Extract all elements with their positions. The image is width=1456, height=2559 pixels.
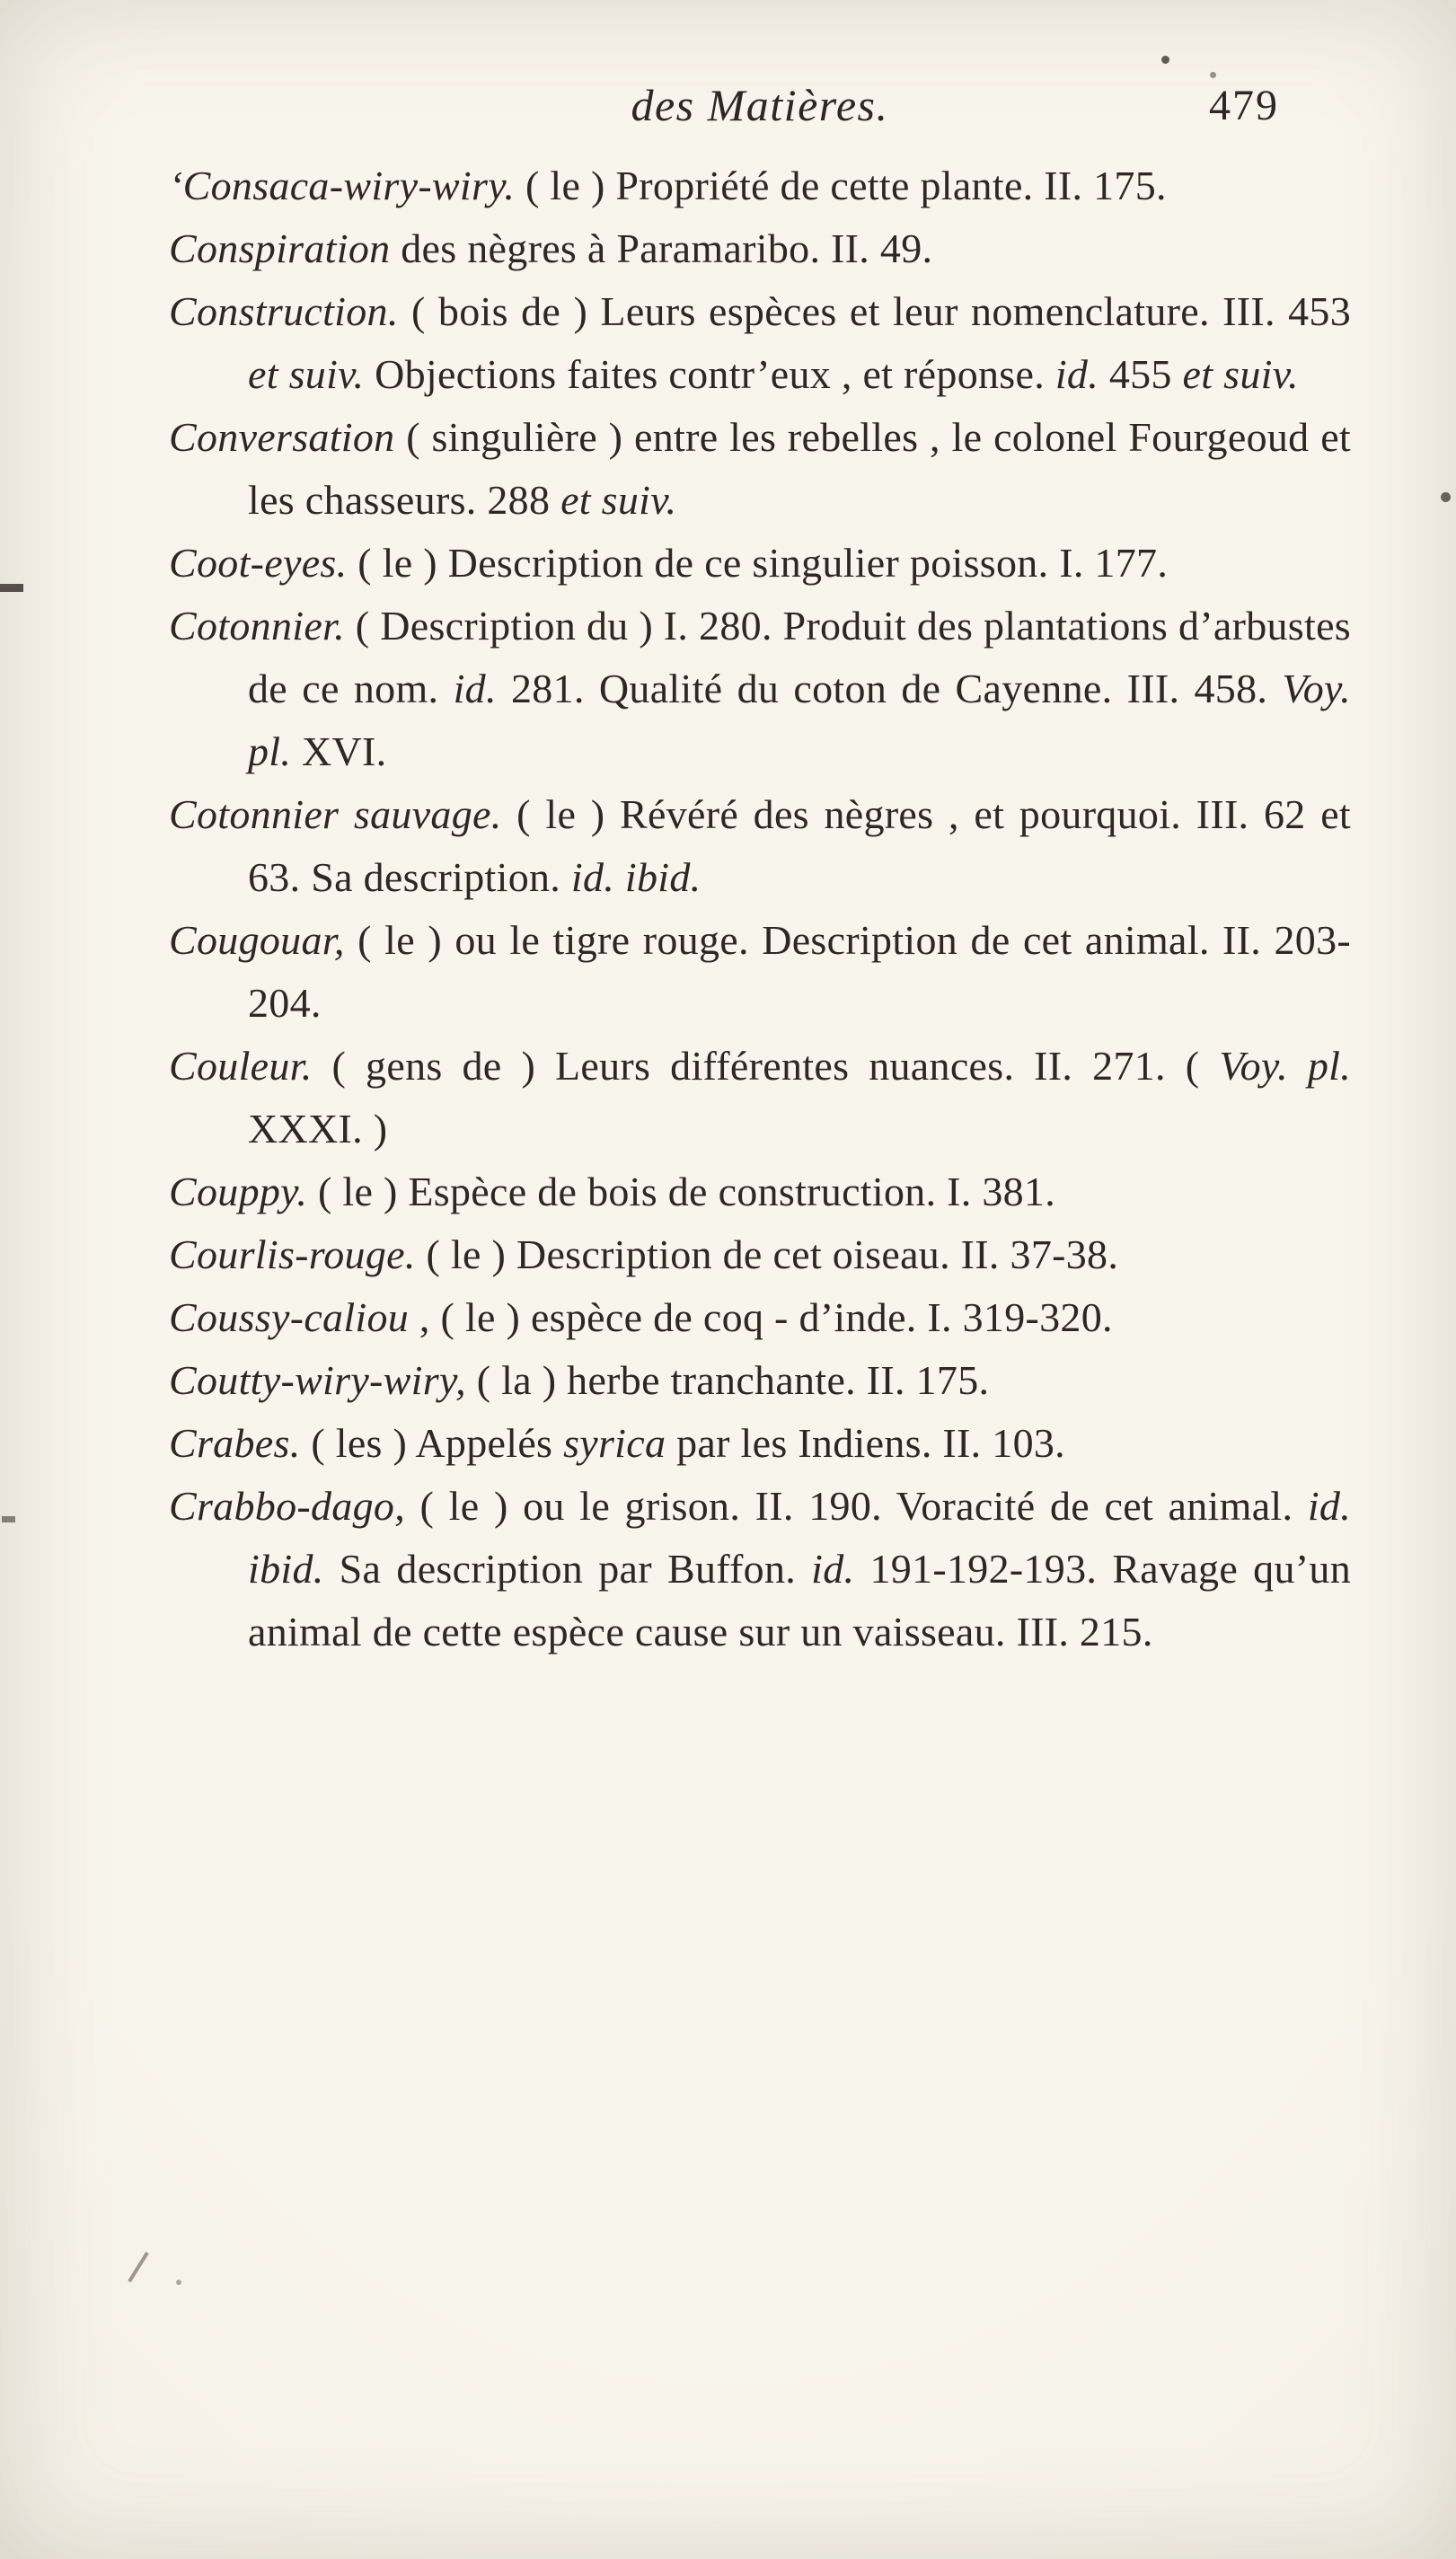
- index-entry: [169, 1286, 1351, 1349]
- entry-italic: et suiv.: [560, 477, 677, 523]
- entry-text: ( singulière ) entre les rebelles , le colonel Fourgeoud et les chasseurs. 288: [248, 414, 1351, 523]
- entry-text: ( le ) Révéré des nègres , et pourquoi. III. 62 et 63. Sa description.: [248, 791, 1351, 900]
- entry-term: Couleur.: [169, 1043, 313, 1089]
- entry-text: ( le ) ou le grison. II. 190. Voracité de cet animal.: [405, 1483, 1308, 1529]
- entry-italic: et suiv.: [1182, 351, 1299, 397]
- entry-text: 455: [1099, 351, 1183, 397]
- entry-text: 191-192-193. Ravage qu’un animal de cette espèce cause sur un vaisseau. III. 215.: [248, 1546, 1351, 1655]
- index-entry: [169, 909, 1351, 1035]
- entry-term: Cotonnier.: [169, 603, 345, 649]
- entry-text: ( la ) herbe tranchante. II. 175.: [465, 1357, 990, 1403]
- ink-speck: [1161, 56, 1169, 64]
- ink-mark: [128, 2252, 149, 2282]
- entry-text: Sa description par Buffon.: [323, 1546, 812, 1592]
- entry-term: Cougouar,: [169, 917, 345, 963]
- entry-term: Crabes.: [169, 1420, 301, 1466]
- index-entry: [169, 1412, 1351, 1475]
- entry-italic: Voy. pl.: [1219, 1043, 1351, 1089]
- entry-text: ( le ) ou le tigre rouge. Description de cet animal. II. 203-204.: [248, 917, 1351, 1026]
- entry-text: ( bois de ) Leurs espèces et leur nomenclature. III. 453: [398, 288, 1351, 334]
- page-header: [171, 79, 1349, 135]
- entry-term: Courlis-rouge.: [169, 1231, 416, 1277]
- index-entry: [169, 406, 1351, 532]
- entry-text: ( le ) Propriété de cette plante. II. 175.: [515, 163, 1167, 208]
- index-entries: [169, 154, 1351, 1663]
- ink-mark: [2, 1516, 15, 1522]
- entry-text: XXXI. ): [248, 1106, 388, 1152]
- entry-italic: id.: [453, 666, 497, 711]
- ink-mark: [0, 584, 23, 592]
- entry-term: Coussy-caliou: [169, 1294, 410, 1340]
- entry-term: Conspiration: [169, 225, 391, 271]
- entry-term: Conversation: [169, 414, 395, 460]
- entry-text: ( le ) Espèce de bois de construction. I. 381.: [307, 1169, 1056, 1214]
- entry-text: ( Description du ) I. 280. Produit des plantations d’arbustes de ce nom.: [248, 603, 1351, 711]
- entry-text: ( le ) Description de cet oiseau. II. 37-38.: [415, 1231, 1119, 1277]
- index-entry: [169, 217, 1351, 280]
- entry-italic: et suiv.: [248, 351, 365, 397]
- index-entry: [169, 1160, 1351, 1223]
- index-entry: [169, 1475, 1351, 1663]
- entry-text: des nègres à Paramaribo. II. 49.: [390, 225, 933, 271]
- entry-term: Couppy.: [169, 1169, 308, 1214]
- entry-text: ( les ) Appelés: [300, 1420, 564, 1466]
- entry-term: Coot-eyes.: [169, 540, 348, 586]
- running-title: des Matières.: [631, 80, 889, 130]
- entry-text: par les Indiens. II. 103.: [666, 1420, 1065, 1466]
- index-entry: [169, 1349, 1351, 1412]
- entry-text: 281. Qualité du coton de Cayenne. III. 458.: [496, 666, 1283, 711]
- entry-italic: id. ibid.: [248, 1483, 1351, 1592]
- entry-text: , ( le ) espèce de coq - d’inde. I. 319-320.: [409, 1294, 1113, 1340]
- entry-term: Cotonnier sauvage.: [169, 791, 502, 837]
- entry-text: ( gens de ) Leurs différentes nuances. II. 271. (: [312, 1043, 1220, 1089]
- index-entry: [169, 1035, 1351, 1160]
- entry-text: ( le ) Description de ce singulier poisson. I. 177.: [347, 540, 1169, 586]
- ink-speck: [1441, 492, 1451, 502]
- entry-term: Coutty-wiry-wiry,: [169, 1357, 466, 1403]
- entry-term: Construction.: [169, 288, 399, 334]
- entry-term: Crabbo-dago,: [169, 1483, 406, 1529]
- entry-italic: id.: [811, 1546, 855, 1592]
- ink-speck: [176, 2280, 181, 2285]
- index-entry: [169, 595, 1351, 783]
- entry-italic: Voy. pl.: [248, 666, 1351, 774]
- entry-italic: id. ibid.: [570, 854, 702, 900]
- entry-text: XVI.: [291, 728, 387, 774]
- entry-italic: id.: [1054, 351, 1099, 397]
- index-entry: [169, 280, 1351, 406]
- ink-speck: [1210, 72, 1216, 78]
- entry-text: Objections faites contr’eux , et réponse.: [364, 351, 1055, 397]
- entry-italic: syrica: [563, 1420, 666, 1466]
- page-number: 479: [1209, 82, 1279, 129]
- entry-term: ‘Consaca-wiry-wiry.: [169, 163, 516, 208]
- index-entry: [169, 783, 1351, 909]
- index-entry: [169, 1223, 1351, 1286]
- index-entry: [169, 532, 1351, 595]
- index-entry: [169, 154, 1351, 217]
